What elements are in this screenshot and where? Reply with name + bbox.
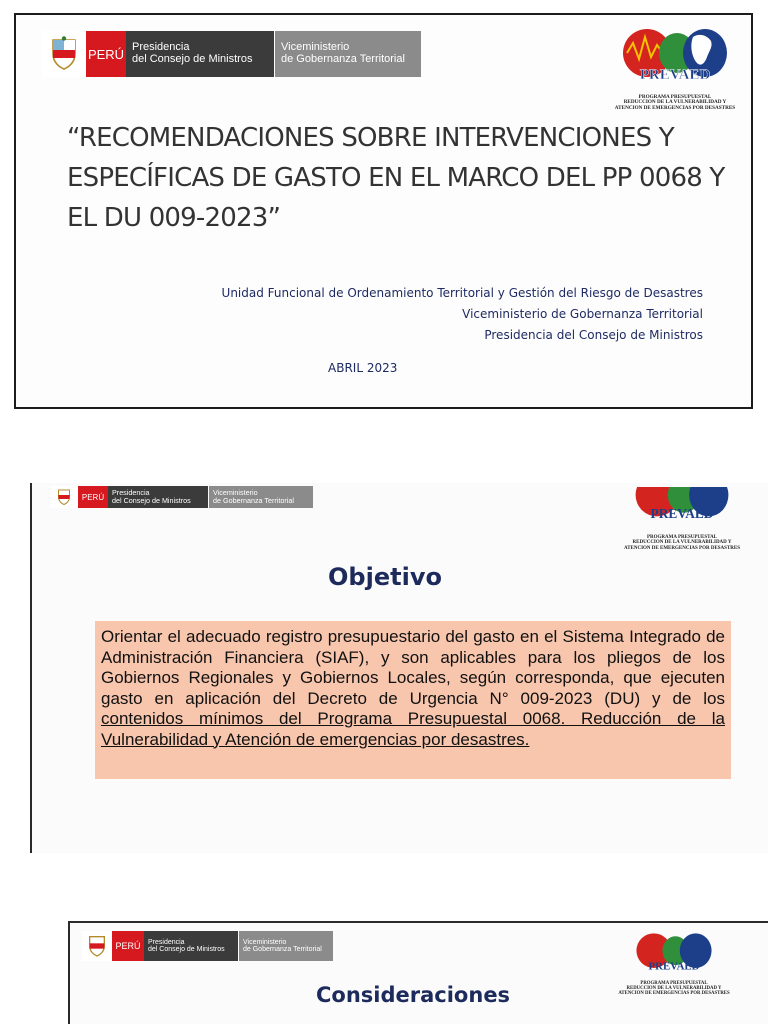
prevaed-emblem-icon [619,23,731,95]
viceministerio-label [209,486,313,508]
presentation-title [67,118,727,238]
credit-line2: Viceministerio de Gobernanza Territorial [462,307,703,321]
program-line2: REDUCCION DE LA VULNERABILIDAD Y [623,99,727,106]
vice-line2: de Gobernanza Territorial [213,496,294,505]
presidencia-line2: del Consejo de Ministros [112,496,191,505]
program-caption [600,95,750,111]
prevaed-emblem-icon [632,929,716,981]
title-line3: EL DU 009-2023” [67,203,281,233]
vice-line1: Viceministerio [213,488,258,498]
vice-line2: de Gobernanza Territorial [243,946,322,953]
program-line3: ATENCION DE EMERGENCIAS POR DESASTRES [623,545,741,551]
program-line1: PROGRAMA PRESUPUESTAL [646,535,718,540]
peru-coat-of-arms-icon [50,486,78,508]
prevaed-emblem-icon [632,487,732,535]
objective-heading: Objetivo [328,563,442,591]
presidencia-line2: del Consejo de Ministros [132,53,253,65]
program-line2: REDUCCION DE LA VULNERABILIDAD Y [632,540,732,546]
presidencia-line2: del Consejo de Ministros [148,946,225,953]
presidencia-label [144,931,238,961]
program-line1: PROGRAMA PRESUPUESTAL [638,94,712,100]
title-line1: “RECOMENDACIONES SOBRE INTERVENCIONES Y [67,123,674,153]
credit-line1: Unidad Funcional de Ordenamiento Territorial y Gestión del Riesgo de Desastres [221,286,703,300]
peru-coat-of-arms-icon [42,31,86,77]
program-line2: REDUCCION DE LA VULNERABILIDAD Y [626,986,722,992]
objective-underlined-text: contenidos mínimos del Programa Presupuestal 0068. Reducción de la Vulnerabilidad y Atención de emergencias por desastres. [101,709,725,749]
slide-title [14,13,753,409]
peru-label: PERÚ [112,931,144,961]
presentation-date: ABRIL 2023 [328,361,398,375]
slide-objective [30,483,768,853]
peru-label: PERÚ [78,486,108,508]
presidencia-label [108,486,208,508]
government-logo-bar [82,931,333,961]
program-caption [618,535,746,551]
presidencia-line1: Presidencia [148,938,185,946]
authors-block [222,283,703,346]
presidencia-line1: Presidencia [112,488,150,498]
presidencia-label [126,31,274,77]
objective-text: Orientar el adecuado registro presupuestario del gasto en el Sistema Integrado de Administración Financiera (SIAF), y son aplicables para los pliegos de los Gobiernos Regionales y Gobiernos Locales, según corresponda, que ejecuten gasto en aplicación del Decreto de Urgencia N° 009-2023 (DU) y de los [101,627,725,708]
vice-line1: Viceministerio [243,938,287,946]
government-logo-bar [42,31,421,77]
vice-line1: Viceministerio [281,41,350,54]
government-logo-bar [50,486,313,508]
program-line1: PROGRAMA PRESUPUESTAL [640,981,708,986]
peru-label: PERÚ [86,31,126,77]
objective-text-box [95,621,731,779]
prevaed-wordmark: PREVAED [648,960,700,973]
prevaed-logo [618,487,746,551]
prevaed-logo [600,23,750,111]
prevaed-wordmark: PREVAED [650,506,714,522]
slide-considerations [68,921,768,1024]
peru-coat-of-arms-icon [82,931,112,961]
program-line3: ATENCION DE EMERGENCIAS POR DESASTRES [614,104,736,111]
considerations-heading: Consideraciones [316,983,511,1007]
credit-line3: Presidencia del Consejo de Ministros [484,328,703,342]
viceministerio-label [239,931,333,961]
program-line3: ATENCION DE EMERGENCIAS POR DESASTRES [618,991,730,997]
prevaed-logo [610,929,738,996]
viceministerio-label [275,31,421,77]
prevaed-wordmark: PREVAED [639,67,711,83]
program-caption [610,981,738,996]
presidencia-line1: Presidencia [132,41,190,54]
title-line2: ESPECÍFICAS DE GASTO EN EL MARCO DEL PP 0068 Y [67,163,725,193]
vice-line2: de Gobernanza Territorial [281,53,405,65]
